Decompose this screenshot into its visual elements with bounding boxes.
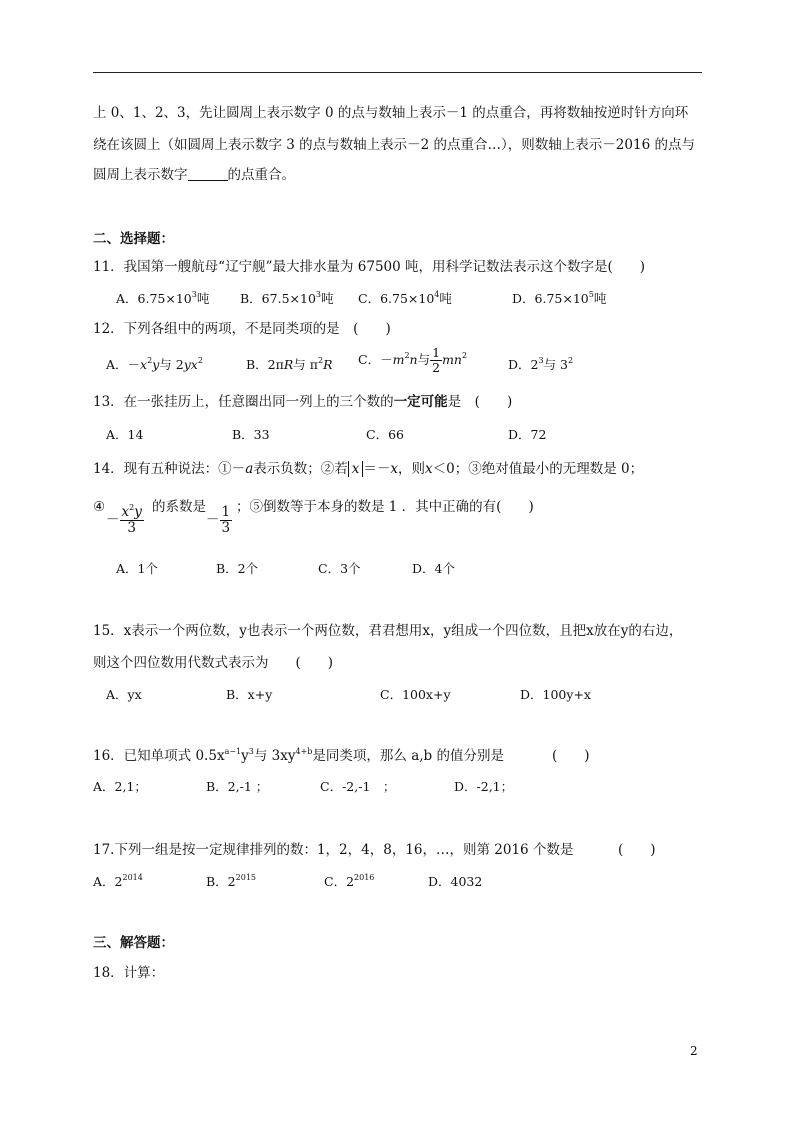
q11-option-b: B．$67.5\times 10^3$吨 — [240, 290, 334, 306]
q15-option-d: D．100y+x — [520, 687, 591, 702]
page-number: 2 — [690, 1044, 698, 1058]
q14-line-2: ④ — [93, 499, 106, 515]
intro-line-1: 上 0、1、2、3，先让圆周上表示数字 0 的点与数轴上表示－1 的点重合，再将数轴按逆时针方向环 — [93, 105, 689, 121]
q11-option-c: C．$6.75\times 10^4$吨 — [358, 290, 452, 306]
q12-option-c: C．$-m^2n$与 $\frac{1}{2}$ $mn^2$ — [358, 345, 468, 375]
q14-line-2-text-c: ；⑤倒数等于本身的数是 1 ．其中正确的有( ) — [236, 499, 534, 515]
q14-option-d: D．4个 — [412, 561, 455, 576]
q13-option-a: A．14 — [106, 427, 144, 442]
q14-option-b: B．2个 — [216, 561, 259, 576]
q12-option-a: A．$-x^2y$与 $2yx^2$ — [106, 356, 203, 372]
section-2-title: 二、选择题： — [93, 231, 174, 247]
header-rule — [93, 72, 702, 73]
q12-option-d: D．$2^3$与 $3^2$ — [508, 356, 574, 372]
q15-line-1: 15．x表示一个两位数，y也表示一个两位数，君君想用x，y组成一个四位数，且把x放在y的右边， — [93, 623, 683, 639]
q15-option-c: C．100x+y — [380, 687, 451, 702]
q14-fraction-one-third: － $\frac{1}{3}$ — [206, 504, 231, 536]
q14-line-2-text-b: 的系数是 — [152, 499, 206, 515]
q16-option-c: C．-2,-1 ； — [320, 779, 396, 794]
answer-blank — [188, 168, 228, 181]
q17-option-c: C．$2^{2016}$ — [324, 873, 375, 889]
q17-option-a: A．$2^{2014}$ — [93, 873, 143, 889]
q15-line-2: 则这个四位数用代数式表示为 ( ) — [93, 655, 334, 671]
q18-stem: 18．计算： — [93, 965, 165, 981]
q14-absolute-value: x — [348, 461, 364, 477]
q15-option-a: A．yx — [106, 687, 142, 702]
q12-option-b: B．2πR与 $\pi^2R$ — [246, 356, 333, 372]
q12-fraction-half: $\frac{1}{2}$ — [432, 345, 441, 375]
intro-line-2: 绕在该圆上（如圆周上表示数字 3 的点与数轴上表示－2 的点重合…），则数轴上表示－2016 的点与 — [93, 137, 695, 153]
q14-option-c: C．3个 — [318, 561, 361, 576]
q14-option-a: A．1个 — [116, 561, 158, 576]
q11-option-a: A．$6.75\times 10^3$吨 — [116, 290, 210, 306]
q16-option-d: D．-2,1； — [454, 779, 514, 794]
q13-stem: 13．在一张挂历上，任意圈出同一列上的三个数的一定可能是 ( ) — [93, 394, 513, 410]
q11-stem: 11．我国第一艘航母“辽宁舰”最大排水量为 67500 吨，用科学记数法表示这个数字是( ) — [93, 259, 646, 275]
intro-line-3 — [93, 166, 295, 184]
q16-stem: 16．已知单项式 $0.5x^{a-1}y^3$与 $3xy^{4+b}$是同类项，那么 a,b 的值分别是 — [93, 747, 504, 764]
q12-stem: 12．下列各组中的两项，不是同类项的是 ( ) — [93, 321, 391, 337]
q17-answer-paren: ( ) — [618, 842, 656, 858]
q17-option-d: D．4032 — [428, 874, 483, 889]
q17-option-b: B．$2^{2015}$ — [206, 873, 256, 889]
q14-fraction-expression: － $\frac{x^2y}{3}$ — [106, 503, 142, 536]
q13-option-c: C．66 — [366, 427, 404, 442]
intro-line-3-text-b: 的点重合。 — [227, 167, 295, 183]
q15-option-b: B．x+y — [226, 687, 273, 702]
q16-option-b: B．2,-1 ； — [206, 779, 269, 794]
q13-option-d: D．72 — [508, 427, 547, 442]
q16-answer-paren: ( ) — [552, 748, 590, 764]
q13-option-b: B．33 — [232, 427, 270, 442]
q16-option-a: A．2,1； — [93, 779, 147, 794]
q14-line-1: 14．现有五种说法：①－a表示负数；②若 x ＝－x，则x＜0；③绝对值最小的无理数是 0； — [93, 461, 644, 477]
q17-stem: 17.下列一组是按一定规律排列的数：1，2，4，8，16，…，则第 2016 个数是 — [93, 842, 574, 858]
q11-option-d: D．$6.75\times 10^5$吨 — [512, 290, 607, 306]
section-3-title: 三、解答题： — [93, 935, 174, 951]
intro-line-3-text-a: 圆周上表示数字 — [93, 167, 188, 183]
